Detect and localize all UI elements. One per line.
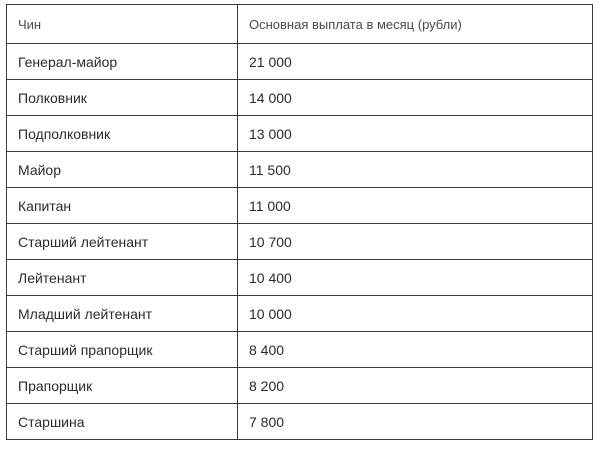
pay-cell: 11 500 [238, 152, 593, 188]
header-pay: Основная выплата в месяц (рубли) [238, 5, 593, 44]
rank-cell: Капитан [7, 188, 238, 224]
table-row [7, 44, 593, 80]
table-row [7, 332, 593, 368]
table-row [7, 188, 593, 224]
rank-cell: Младший лейтенант [7, 296, 238, 332]
table-row [7, 404, 593, 440]
pay-cell: 14 000 [238, 80, 593, 116]
rank-cell: Полковник [7, 80, 238, 116]
table-row [7, 224, 593, 260]
table-row [7, 152, 593, 188]
pay-cell: 13 000 [238, 116, 593, 152]
rank-cell: Старший лейтенант [7, 224, 238, 260]
rank-cell: Подполковник [7, 116, 238, 152]
pay-cell: 10 700 [238, 224, 593, 260]
pay-cell: 10 400 [238, 260, 593, 296]
pay-cell: 11 000 [238, 188, 593, 224]
table-row [7, 80, 593, 116]
table-row [7, 368, 593, 404]
pay-cell: 8 400 [238, 332, 593, 368]
table-header-row [7, 5, 593, 44]
rank-cell: Прапорщик [7, 368, 238, 404]
rank-cell: Старший прапорщик [7, 332, 238, 368]
table-row [7, 260, 593, 296]
rank-cell: Лейтенант [7, 260, 238, 296]
rank-cell: Старшина [7, 404, 238, 440]
table-row [7, 296, 593, 332]
table-row [7, 116, 593, 152]
rank-cell: Майор [7, 152, 238, 188]
pay-cell: 21 000 [238, 44, 593, 80]
pay-cell: 7 800 [238, 404, 593, 440]
pay-cell: 10 000 [238, 296, 593, 332]
rank-cell: Генерал-майор [7, 44, 238, 80]
salary-table [6, 4, 593, 440]
header-rank: Чин [7, 5, 238, 44]
pay-cell: 8 200 [238, 368, 593, 404]
